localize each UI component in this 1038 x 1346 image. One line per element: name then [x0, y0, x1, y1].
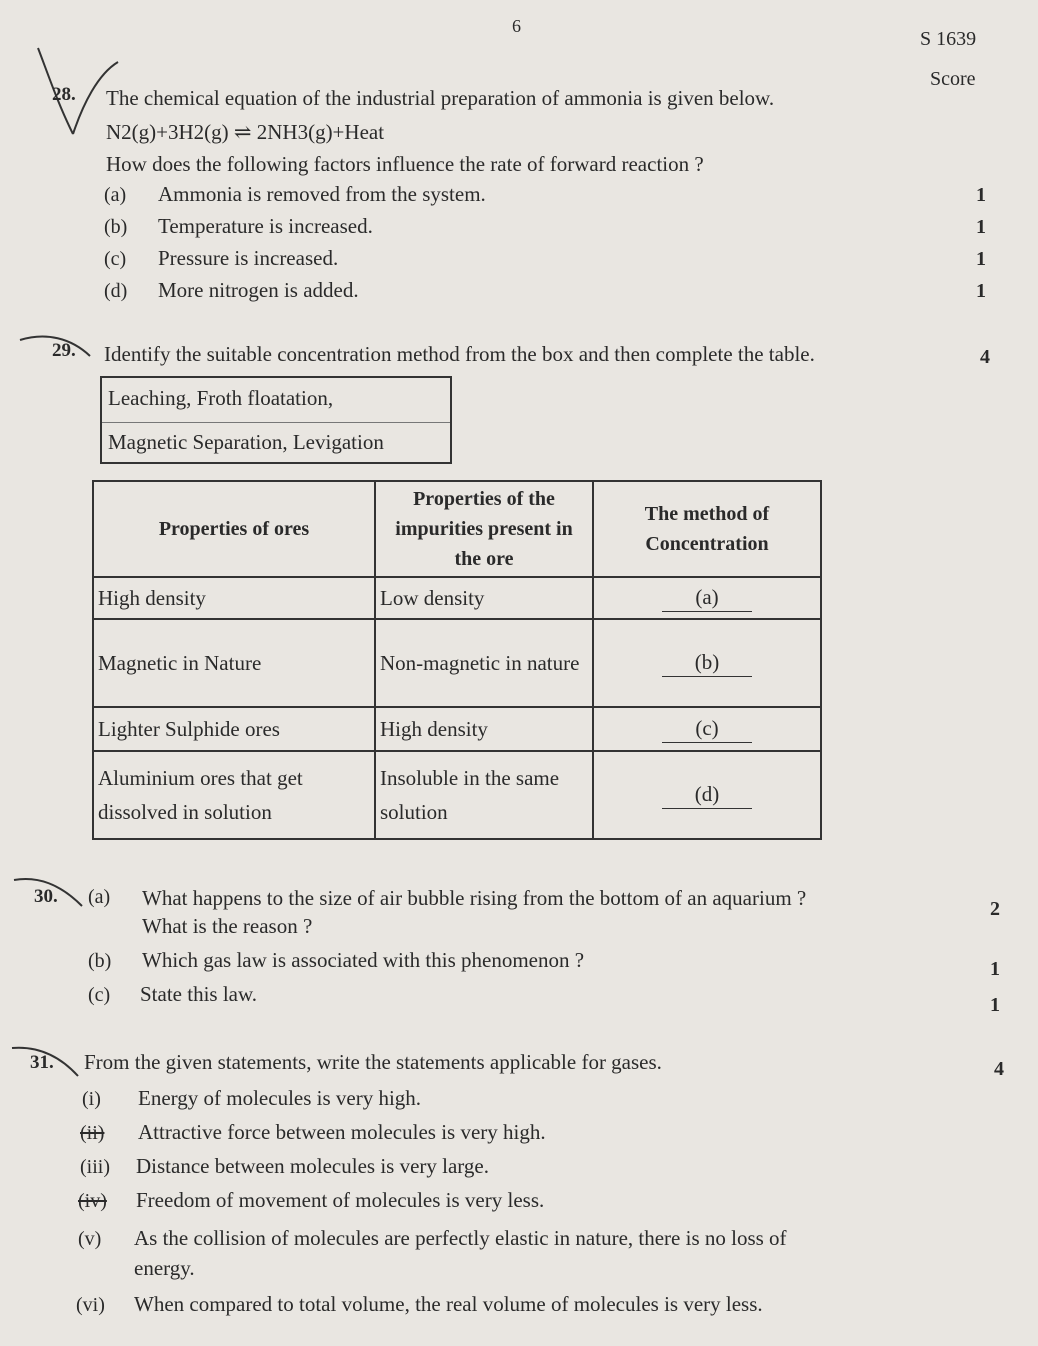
table-row	[93, 707, 821, 751]
q28-option-text: More nitrogen is added.	[158, 278, 359, 302]
q28-option-score: 1	[976, 216, 986, 238]
q30-part-a-reason: What is the reason ?	[142, 914, 313, 938]
score-heading: Score	[930, 68, 976, 90]
table-header-cell: Properties of ores	[93, 481, 375, 577]
q28-option-score: 1	[976, 280, 986, 302]
concentration-table	[92, 480, 822, 840]
q30-part-b-score: 1	[990, 958, 1000, 980]
q28-prompt: How does the following factors influence the rate of forward reaction ?	[106, 152, 704, 176]
question-number-28: 28.	[52, 84, 76, 105]
q28-option-text: Ammonia is removed from the system.	[158, 182, 486, 206]
q30-part-label: (b)	[88, 950, 112, 972]
options-box-divider	[102, 422, 450, 423]
statement-text: As the collision of molecules are perfectly elastic in nature, there is no loss of	[134, 1226, 787, 1250]
impurity-property-cell: Insoluble in the same solution	[375, 751, 593, 839]
options-box-line: Magnetic Separation, Levigation	[108, 430, 384, 454]
statement-text: Freedom of movement of molecules is very less.	[136, 1188, 545, 1212]
table-row	[93, 619, 821, 707]
q30-part-a-score: 2	[990, 898, 1000, 920]
answer-blank: (a)	[662, 585, 752, 612]
statement-text: Distance between molecules is very large.	[136, 1154, 489, 1178]
question-number-29: 29.	[52, 340, 76, 361]
impurity-property-cell: High density	[375, 707, 593, 751]
statement-label: (i)	[82, 1088, 101, 1110]
q28-option-label: (a)	[104, 184, 127, 206]
ore-property-cell: Aluminium ores that get dissolved in solution	[93, 751, 375, 839]
answer-blank: (d)	[662, 782, 752, 809]
q30-part-label: (c)	[88, 984, 111, 1006]
method-cell	[593, 577, 821, 619]
paper-code: S 1639	[920, 28, 977, 50]
statement-label: (vi)	[76, 1294, 105, 1316]
statement-label-struck: (iv)	[78, 1190, 107, 1212]
options-box	[100, 376, 452, 464]
table-row	[93, 751, 821, 839]
answer-blank: (b)	[662, 650, 752, 677]
statement-text: Attractive force between molecules is very high.	[138, 1120, 546, 1144]
q28-option-label: (b)	[104, 216, 128, 238]
page-number: 6	[512, 16, 521, 36]
q29-text: Identify the suitable concentration method from the box and then complete the table.	[104, 342, 815, 366]
q28-option-text: Temperature is increased.	[158, 214, 373, 238]
q30-part-b-text: Which gas law is associated with this phenomenon ?	[142, 948, 585, 972]
impurity-property-cell: Non-magnetic in nature	[375, 619, 593, 707]
q28-option-score: 1	[976, 184, 986, 206]
ore-property-cell: High density	[93, 577, 375, 619]
statement-text: Energy of molecules is very high.	[138, 1086, 422, 1110]
q28-equation: N2(g)+3H2(g) ⇌ 2NH3(g)+Heat	[106, 120, 385, 144]
table-header-cell: The method of Concentration	[593, 481, 821, 577]
q30-part-c-score: 1	[990, 994, 1000, 1016]
impurity-property-cell: Low density	[375, 577, 593, 619]
method-cell	[593, 707, 821, 751]
statement-label-struck: (ii)	[80, 1122, 105, 1144]
q30-part-c-text: State this law.	[140, 982, 258, 1006]
q31-text: From the given statements, write the statements applicable for gases.	[84, 1050, 662, 1074]
method-cell	[593, 619, 821, 707]
question-number-30: 30.	[34, 886, 58, 907]
q28-option-text: Pressure is increased.	[158, 246, 339, 270]
q30-part-a-text: What happens to the size of air bubble rising from the bottom of an aquarium ?	[142, 886, 807, 910]
answer-blank: (c)	[662, 716, 752, 743]
question-number-31: 31.	[30, 1052, 54, 1073]
q29-score: 4	[980, 346, 990, 368]
q28-option-label: (d)	[104, 280, 128, 302]
q31-score: 4	[994, 1058, 1004, 1080]
q28-option-score: 1	[976, 248, 986, 270]
statement-label: (iii)	[80, 1156, 110, 1178]
method-cell	[593, 751, 821, 839]
statement-text: When compared to total volume, the real volume of molecules is very less.	[134, 1292, 763, 1316]
table-row	[93, 577, 821, 619]
q28-text: The chemical equation of the industrial preparation of ammonia is given below.	[106, 86, 775, 110]
ore-property-cell: Lighter Sulphide ores	[93, 707, 375, 751]
table-header-row	[93, 481, 821, 577]
q30-part-label: (a)	[88, 886, 111, 908]
statement-label: (v)	[78, 1228, 102, 1250]
statement-text-continued: energy.	[134, 1256, 195, 1280]
table-header-cell: Properties of the impurities present in the ore	[375, 481, 593, 577]
options-box-line: Leaching, Froth floatation,	[108, 386, 334, 410]
q28-option-label: (c)	[104, 248, 127, 270]
ore-property-cell: Magnetic in Nature	[93, 619, 375, 707]
